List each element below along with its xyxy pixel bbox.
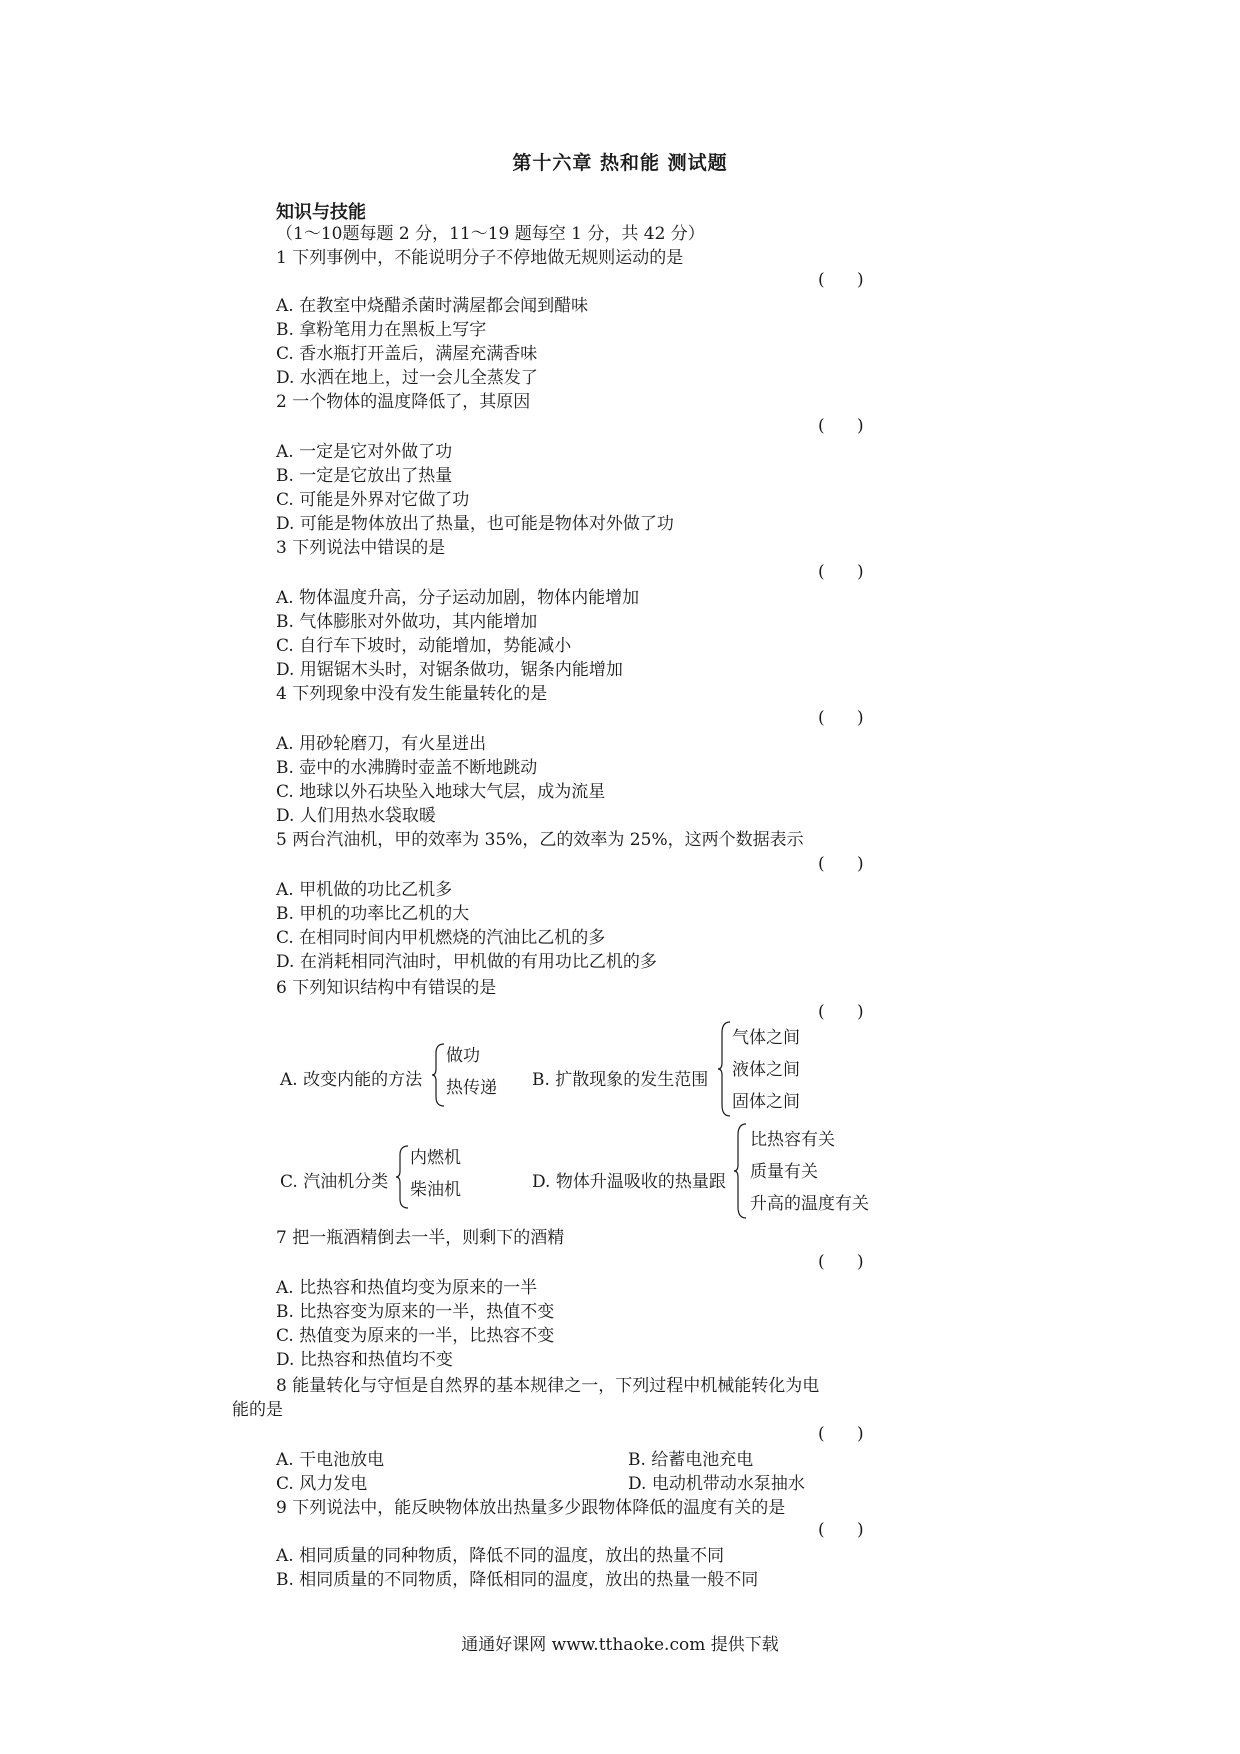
question-2-answer-blank: ( ) bbox=[818, 416, 864, 436]
question-4-option-c: C. 地球以外石块坠入地球大气层，成为流星 bbox=[276, 782, 606, 802]
question-4-option-d: D. 人们用热水袋取暖 bbox=[276, 806, 436, 826]
question-8-stem-continued: 能的是 bbox=[232, 1400, 283, 1420]
question-5-option-b: B. 甲机的功率比乙机的大 bbox=[276, 904, 470, 924]
question-2-stem: 2 一个物体的温度降低了，其原因 bbox=[276, 392, 531, 412]
structure-b-item-1: 气体之间 bbox=[732, 1028, 800, 1048]
structure-b-item-2: 液体之间 bbox=[732, 1060, 800, 1080]
question-2-option-b: B. 一定是它放出了热量 bbox=[276, 466, 453, 486]
structure-b-brace bbox=[718, 1021, 732, 1117]
question-1-option-a: A. 在教室中烧醋杀菌时满屋都会闻到醋味 bbox=[276, 296, 589, 316]
question-3-option-d: D. 用锯锯木头时，对锯条做功，锯条内能增加 bbox=[276, 660, 623, 680]
question-1-option-d: D. 水洒在地上，过一会儿全蒸发了 bbox=[276, 368, 538, 388]
question-2-option-d: D. 可能是物体放出了热量，也可能是物体对外做了功 bbox=[276, 514, 674, 534]
question-2-option-a: A. 一定是它对外做了功 bbox=[276, 442, 453, 462]
question-7-option-b: B. 比热容变为原来的一半，热值不变 bbox=[276, 1302, 555, 1322]
question-3-option-b: B. 气体膨胀对外做功，其内能增加 bbox=[276, 612, 538, 632]
scoring-note: （1～10题每题 2 分，11～19 题每空 1 分，共 42 分） bbox=[276, 224, 705, 244]
question-7-option-d: D. 比热容和热值均不变 bbox=[276, 1350, 453, 1370]
structure-c-brace bbox=[396, 1145, 410, 1209]
question-8-option-d: D. 电动机带动水泵抽水 bbox=[628, 1474, 805, 1494]
question-5-answer-blank: ( ) bbox=[818, 854, 864, 874]
structure-d-label: D. 物体升温吸收的热量跟 bbox=[532, 1172, 726, 1192]
question-1-option-b: B. 拿粉笔用力在黑板上写字 bbox=[276, 320, 487, 340]
question-1-answer-blank: ( ) bbox=[818, 270, 864, 290]
structure-a-item-1: 做功 bbox=[446, 1046, 480, 1066]
structure-d-item-2: 质量有关 bbox=[750, 1162, 818, 1182]
question-1-stem: 1 下列事例中，不能说明分子不停地做无规则运动的是 bbox=[276, 248, 684, 268]
question-4-stem: 4 下列现象中没有发生能量转化的是 bbox=[276, 684, 548, 704]
question-7-stem: 7 把一瓶酒精倒去一半，则剩下的酒精 bbox=[276, 1228, 565, 1248]
question-9-option-a: A. 相同质量的同种物质，降低不同的温度，放出的热量不同 bbox=[276, 1546, 725, 1566]
question-3-answer-blank: ( ) bbox=[818, 562, 864, 582]
question-4-answer-blank: ( ) bbox=[818, 708, 864, 728]
question-2-option-c: C. 可能是外界对它做了功 bbox=[276, 490, 470, 510]
page-title: 第十六章 热和能 测试题 bbox=[512, 152, 728, 174]
question-5-option-c: C. 在相同时间内甲机燃烧的汽油比乙机的多 bbox=[276, 928, 606, 948]
structure-c-label: C. 汽油机分类 bbox=[280, 1172, 389, 1192]
question-9-option-b: B. 相同质量的不同物质，降低相同的温度，放出的热量一般不同 bbox=[276, 1570, 759, 1590]
question-8-option-b: B. 给蓄电池充电 bbox=[628, 1450, 754, 1470]
structure-a-label: A. 改变内能的方法 bbox=[280, 1070, 423, 1090]
section-heading: 知识与技能 bbox=[276, 202, 366, 223]
question-6-stem: 6 下列知识结构中有错误的是 bbox=[276, 978, 497, 998]
question-7-answer-blank: ( ) bbox=[818, 1252, 864, 1272]
question-1-option-c: C. 香水瓶打开盖后，满屋充满香味 bbox=[276, 344, 538, 364]
structure-c-item-1: 内燃机 bbox=[410, 1148, 461, 1168]
question-8-stem: 8 能量转化与守恒是自然界的基本规律之一，下列过程中机械能转化为电 bbox=[276, 1376, 820, 1396]
structure-d-item-1: 比热容有关 bbox=[750, 1130, 835, 1150]
footer-source: 通通好课网 www.tthaoke.com 提供下载 bbox=[461, 1635, 779, 1655]
question-9-answer-blank: ( ) bbox=[818, 1520, 864, 1540]
question-8-option-a: A. 干电池放电 bbox=[276, 1450, 385, 1470]
question-3-stem: 3 下列说法中错误的是 bbox=[276, 538, 446, 558]
structure-b-label: B. 扩散现象的发生范围 bbox=[532, 1070, 709, 1090]
question-7-option-a: A. 比热容和热值均变为原来的一半 bbox=[276, 1278, 538, 1298]
question-5-option-a: A. 甲机做的功比乙机多 bbox=[276, 880, 453, 900]
question-3-option-c: C. 自行车下坡时，动能增加，势能减小 bbox=[276, 636, 572, 656]
structure-d-item-3: 升高的温度有关 bbox=[750, 1194, 869, 1214]
question-6-answer-blank: ( ) bbox=[818, 1002, 864, 1022]
structure-a-brace bbox=[432, 1043, 446, 1107]
structure-c-item-2: 柴油机 bbox=[410, 1180, 461, 1200]
question-8-answer-blank: ( ) bbox=[818, 1424, 864, 1444]
question-3-option-a: A. 物体温度升高，分子运动加剧，物体内能增加 bbox=[276, 588, 640, 608]
question-4-option-a: A. 用砂轮磨刀，有火星迸出 bbox=[276, 734, 487, 754]
structure-a-item-2: 热传递 bbox=[446, 1078, 497, 1098]
question-7-option-c: C. 热值变为原来的一半，比热容不变 bbox=[276, 1326, 555, 1346]
question-5-option-d: D. 在消耗相同汽油时，甲机做的有用功比乙机的多 bbox=[276, 952, 657, 972]
structure-b-item-3: 固体之间 bbox=[732, 1092, 800, 1112]
structure-d-brace bbox=[734, 1123, 748, 1219]
question-5-stem: 5 两台汽油机，甲的效率为 35%，乙的效率为 25%，这两个数据表示 bbox=[276, 830, 804, 850]
question-4-option-b: B. 壶中的水沸腾时壶盖不断地跳动 bbox=[276, 758, 538, 778]
question-9-stem: 9 下列说法中，能反映物体放出热量多少跟物体降低的温度有关的是 bbox=[276, 1498, 786, 1518]
question-8-option-c: C. 风力发电 bbox=[276, 1474, 368, 1494]
